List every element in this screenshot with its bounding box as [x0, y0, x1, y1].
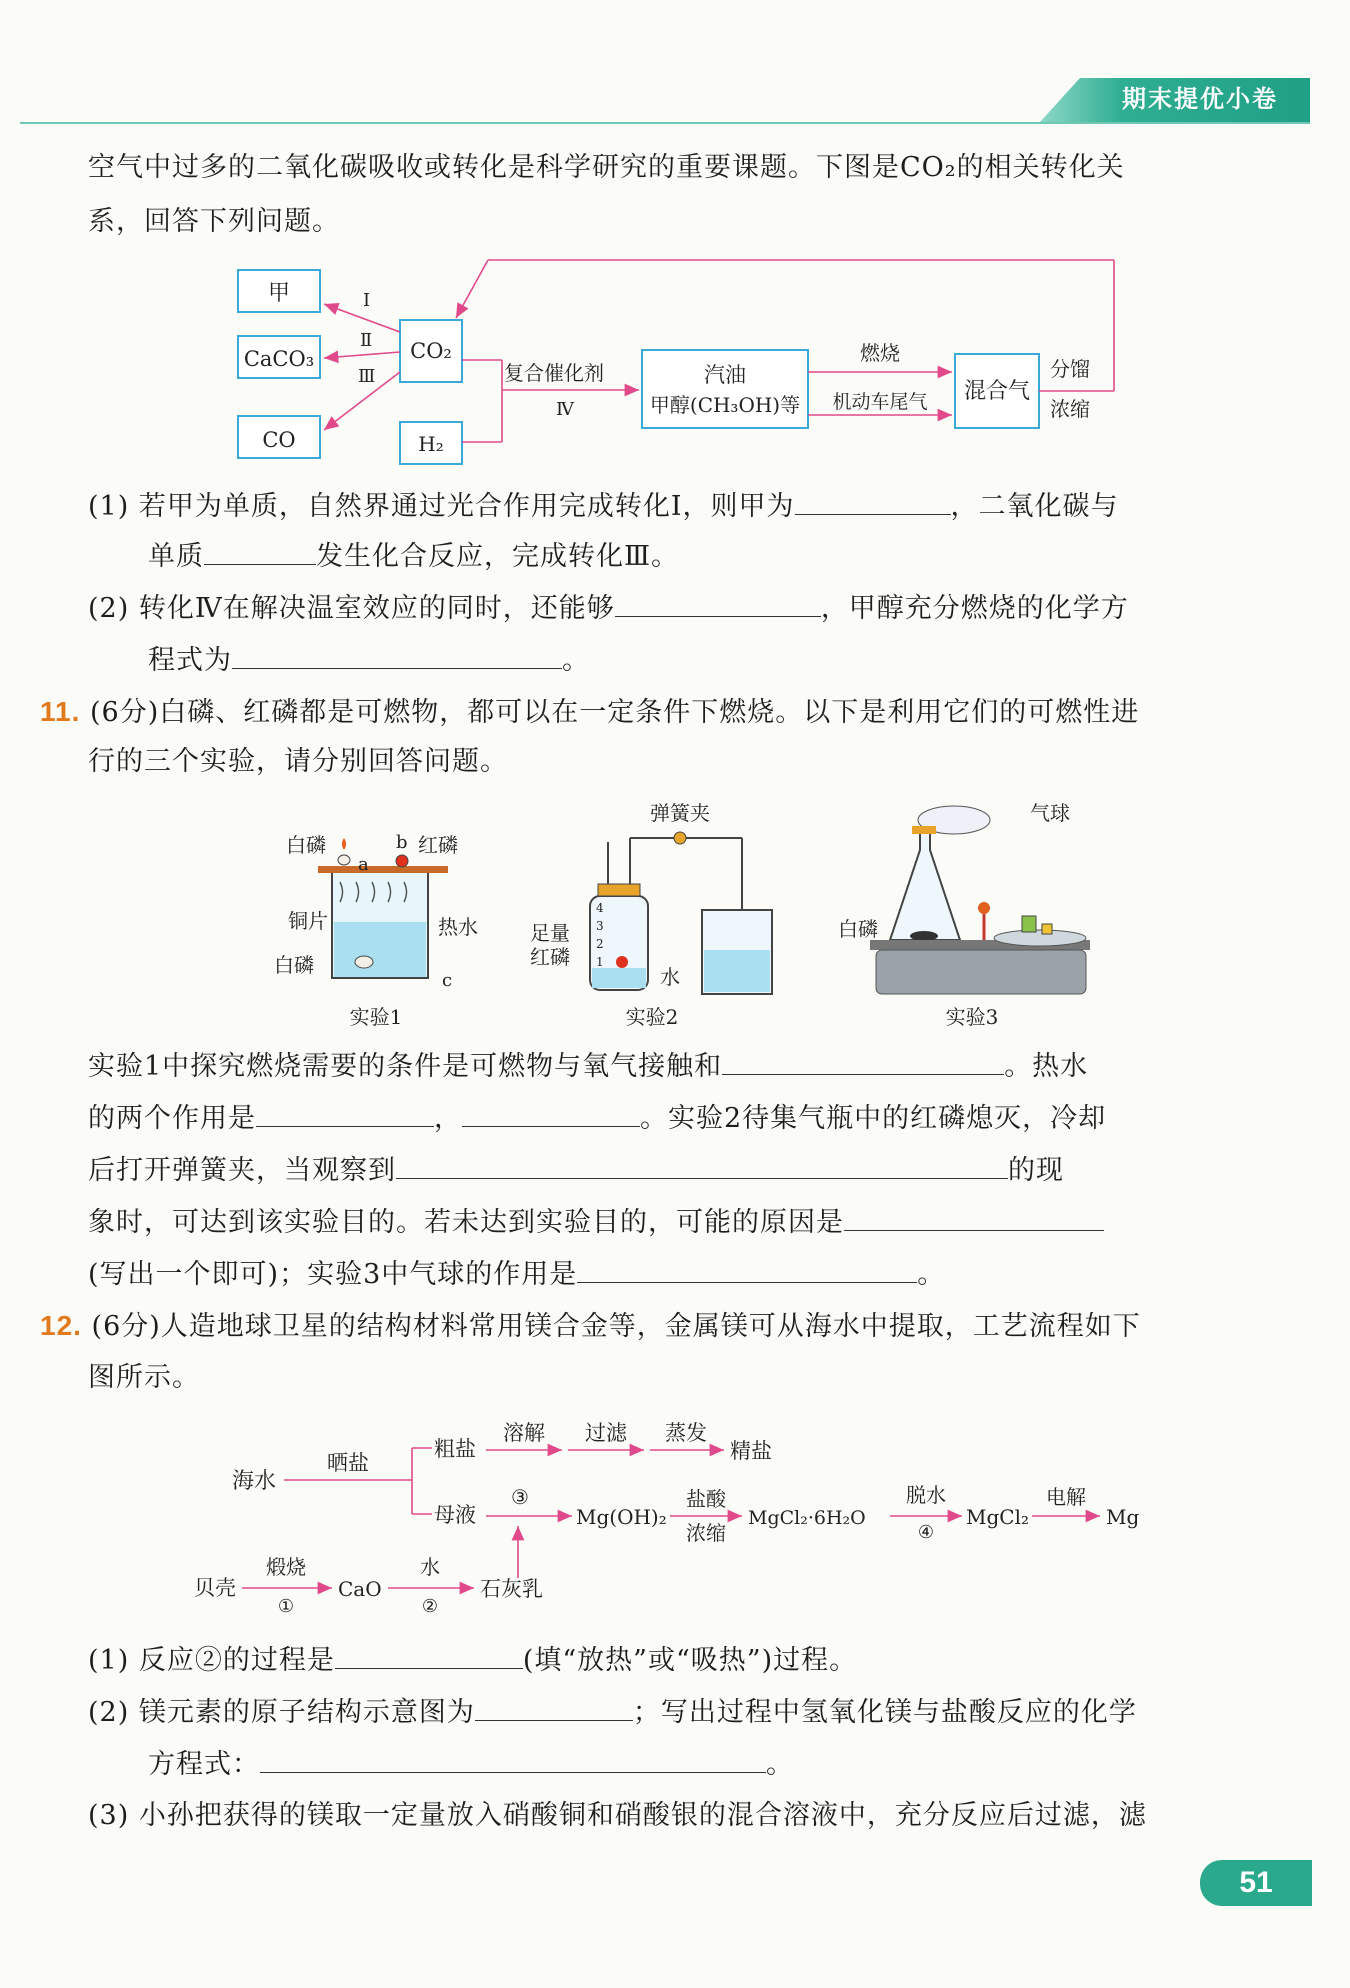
- exp2-enough: 足量: [530, 921, 570, 945]
- exp3-balloon: 气球: [1030, 801, 1070, 825]
- exp1-a: a: [358, 854, 369, 875]
- q12-p3: (3) 小孙把获得的镁取一定量放入硝酸铜和硝酸银的混合溶液中，充分反应后过滤，滤: [88, 1800, 1147, 1831]
- label-h2: H₂: [418, 432, 444, 456]
- q10-p1-line2: 单质 发生化合反应，完成转化Ⅲ。: [148, 536, 679, 577]
- label-co: CO: [262, 428, 296, 452]
- q11-body-line2: 的两个作用是 ， 。实验2待集气瓶中的红磷熄灭，冷却: [88, 1098, 1106, 1139]
- flow-shell: 贝壳: [194, 1576, 236, 1600]
- exp3-caption: 实验3: [945, 1005, 999, 1029]
- flow-electrolysis: 电解: [1046, 1485, 1086, 1509]
- q11-number: 11.: [40, 696, 81, 727]
- exhaust-label: 机动车尾气: [832, 391, 928, 413]
- flow-evaporate: 蒸发: [665, 1421, 707, 1445]
- q11-line2: 行的三个实验，请分别回答问题。: [88, 746, 508, 777]
- exp2-red-p: 红磷: [530, 945, 570, 969]
- svg-text:3: 3: [596, 919, 604, 933]
- flow-crude-salt: 粗盐: [434, 1437, 476, 1461]
- experiment-3: [838, 801, 1090, 1029]
- exp2-caption: 实验2: [625, 1005, 679, 1029]
- flow-filter: 过滤: [585, 1421, 627, 1445]
- svg-text:2: 2: [596, 937, 604, 951]
- q12-line1: 12. (6分)人造地球卫星的结构材料常用镁合金等，金属镁可从海水中提取，工艺流程如下: [40, 1310, 1141, 1342]
- exp2-water: 水: [660, 965, 680, 989]
- q11-line1: 11. (6分)白磷、红磷都是可燃物，都可以在一定条件下燃烧。以下是利用它们的可燃性进: [40, 696, 1140, 728]
- flow-calcine: 煅烧: [266, 1555, 306, 1579]
- answer-blank[interactable]: [204, 536, 316, 565]
- catalyst-label: 复合催化剂: [504, 361, 604, 385]
- section-label: 期末提优小卷: [1122, 86, 1278, 113]
- q12-number: 12.: [40, 1310, 82, 1341]
- flow-sun-dry: 晒盐: [327, 1451, 369, 1475]
- q10-intro-line2: 系，回答下列问题。: [88, 206, 340, 237]
- copper-sheet: [318, 866, 448, 873]
- fraction-label: 分馏: [1050, 357, 1090, 381]
- q10-p2-line2: 程式为 。: [148, 640, 590, 681]
- exp1-c: c: [442, 970, 453, 991]
- answer-blank[interactable]: [615, 588, 821, 617]
- roman-1: Ⅰ: [363, 290, 371, 311]
- exp1-caption: 实验1: [349, 1005, 403, 1029]
- exp1-white-p-top: 白磷: [286, 833, 326, 857]
- answer-blank[interactable]: [335, 1640, 523, 1669]
- answer-blank[interactable]: [722, 1046, 1004, 1075]
- q11-body-line5: (写出一个即可)；实验3中气球的作用是 。: [88, 1254, 945, 1295]
- page-number: 51: [1239, 1866, 1273, 1899]
- roman-4: Ⅳ: [556, 399, 574, 420]
- label-caco3: CaCO₃: [243, 347, 315, 371]
- exp1-red-p: 红磷: [418, 833, 458, 857]
- flow-fine-salt: 精盐: [730, 1439, 772, 1463]
- flow-step2: ②: [421, 1596, 439, 1617]
- answer-blank[interactable]: [795, 486, 951, 515]
- roman-3: Ⅲ: [358, 366, 376, 387]
- flow-step1: ①: [277, 1596, 295, 1617]
- answer-blank[interactable]: [232, 640, 562, 669]
- answer-blank[interactable]: [577, 1254, 917, 1283]
- answer-blank[interactable]: [844, 1202, 1104, 1231]
- flow-conc: 浓缩: [686, 1521, 726, 1545]
- q11-body-line4: 象时，可达到该实验目的。若未达到实验目的，可能的原因是: [88, 1202, 1104, 1243]
- q10-p2-line1: (2) 转化Ⅳ在解决温室效应的同时，还能够 ，甲醇充分燃烧的化学方: [88, 588, 1129, 629]
- burn-label: 燃烧: [860, 341, 900, 365]
- answer-blank[interactable]: [260, 1744, 766, 1773]
- exp1-copper: 铜片: [288, 909, 328, 933]
- q11-body-line1: 实验1中探究燃烧需要的条件是可燃物与氧气接触和 。热水: [88, 1046, 1088, 1087]
- label-co2: CO₂: [410, 339, 452, 363]
- flow-seawater: 海水: [231, 1469, 276, 1494]
- concentrate-label: 浓缩: [1050, 397, 1090, 421]
- header-rule: [20, 122, 1310, 124]
- q12-p2-line2: 方程式： 。: [148, 1744, 794, 1785]
- q12-line2: 图所示。: [88, 1362, 200, 1393]
- flow-cao: CaO: [338, 1577, 382, 1601]
- q12-p1: (1) 反应②的过程是 (填“放热”或“吸热”)过程。: [88, 1640, 857, 1681]
- experiment-2: [530, 801, 772, 1029]
- flow-dissolve: 溶解: [503, 1421, 545, 1445]
- q12-p2-line1: (2) 镁元素的原子结构示意图为 ；写出过程中氢氧化镁与盐酸反应的化学: [88, 1692, 1137, 1733]
- q11-body-line3: 后打开弹簧夹，当观察到 的现: [88, 1150, 1064, 1191]
- label-fuel-1: 汽油: [704, 363, 746, 387]
- flow-mgcl2: MgCl₂: [966, 1505, 1029, 1529]
- experiments-figure: [260, 790, 1120, 1040]
- exp2-clamp: 弹簧夹: [650, 801, 710, 825]
- label-jia: 甲: [267, 281, 291, 306]
- flow-lime-milk: 石灰乳: [480, 1577, 543, 1601]
- roman-2: Ⅱ: [360, 330, 373, 351]
- flow-mgcl2-hydrate: MgCl₂·6H₂O: [748, 1507, 866, 1529]
- label-mix: 混合气: [963, 379, 1031, 404]
- answer-blank[interactable]: [462, 1098, 640, 1127]
- q10-p1-line1: (1) 若甲为单质，自然界通过光合作用完成转化Ⅰ，则甲为 ，二氧化碳与: [88, 486, 1119, 527]
- co2-conversion-diagram: [220, 250, 1140, 480]
- flow-step4: ④: [917, 1522, 935, 1543]
- flow-water: 水: [420, 1555, 440, 1579]
- exp3-white-p: 白磷: [838, 917, 878, 941]
- flow-mother-liquor: 母液: [434, 1503, 476, 1527]
- svg-text:4: 4: [596, 901, 604, 915]
- exp1-b: b: [396, 832, 408, 853]
- label-fuel-2: 甲醇(CH₃OH)等: [649, 393, 801, 417]
- answer-blank[interactable]: [396, 1150, 1008, 1179]
- q10-intro-line1: 空气中过多的二氧化碳吸收或转化是科学研究的重要课题。下图是CO₂的相关转化关: [88, 152, 1125, 183]
- exp1-white-p-bottom: 白磷: [274, 953, 314, 977]
- exp1-hot-water: 热水: [438, 915, 478, 939]
- flow-hcl: 盐酸: [686, 1487, 726, 1511]
- answer-blank[interactable]: [475, 1692, 633, 1721]
- answer-blank[interactable]: [256, 1098, 434, 1127]
- flow-step3: ③: [511, 1485, 529, 1509]
- experiment-1: [274, 832, 478, 1029]
- flow-mg: Mg: [1106, 1505, 1140, 1529]
- magnesium-process-flow: [180, 1410, 1180, 1640]
- flow-dehydrate: 脱水: [906, 1483, 946, 1507]
- svg-text:1: 1: [596, 955, 604, 969]
- flow-mgoh2: Mg(OH)₂: [576, 1505, 667, 1529]
